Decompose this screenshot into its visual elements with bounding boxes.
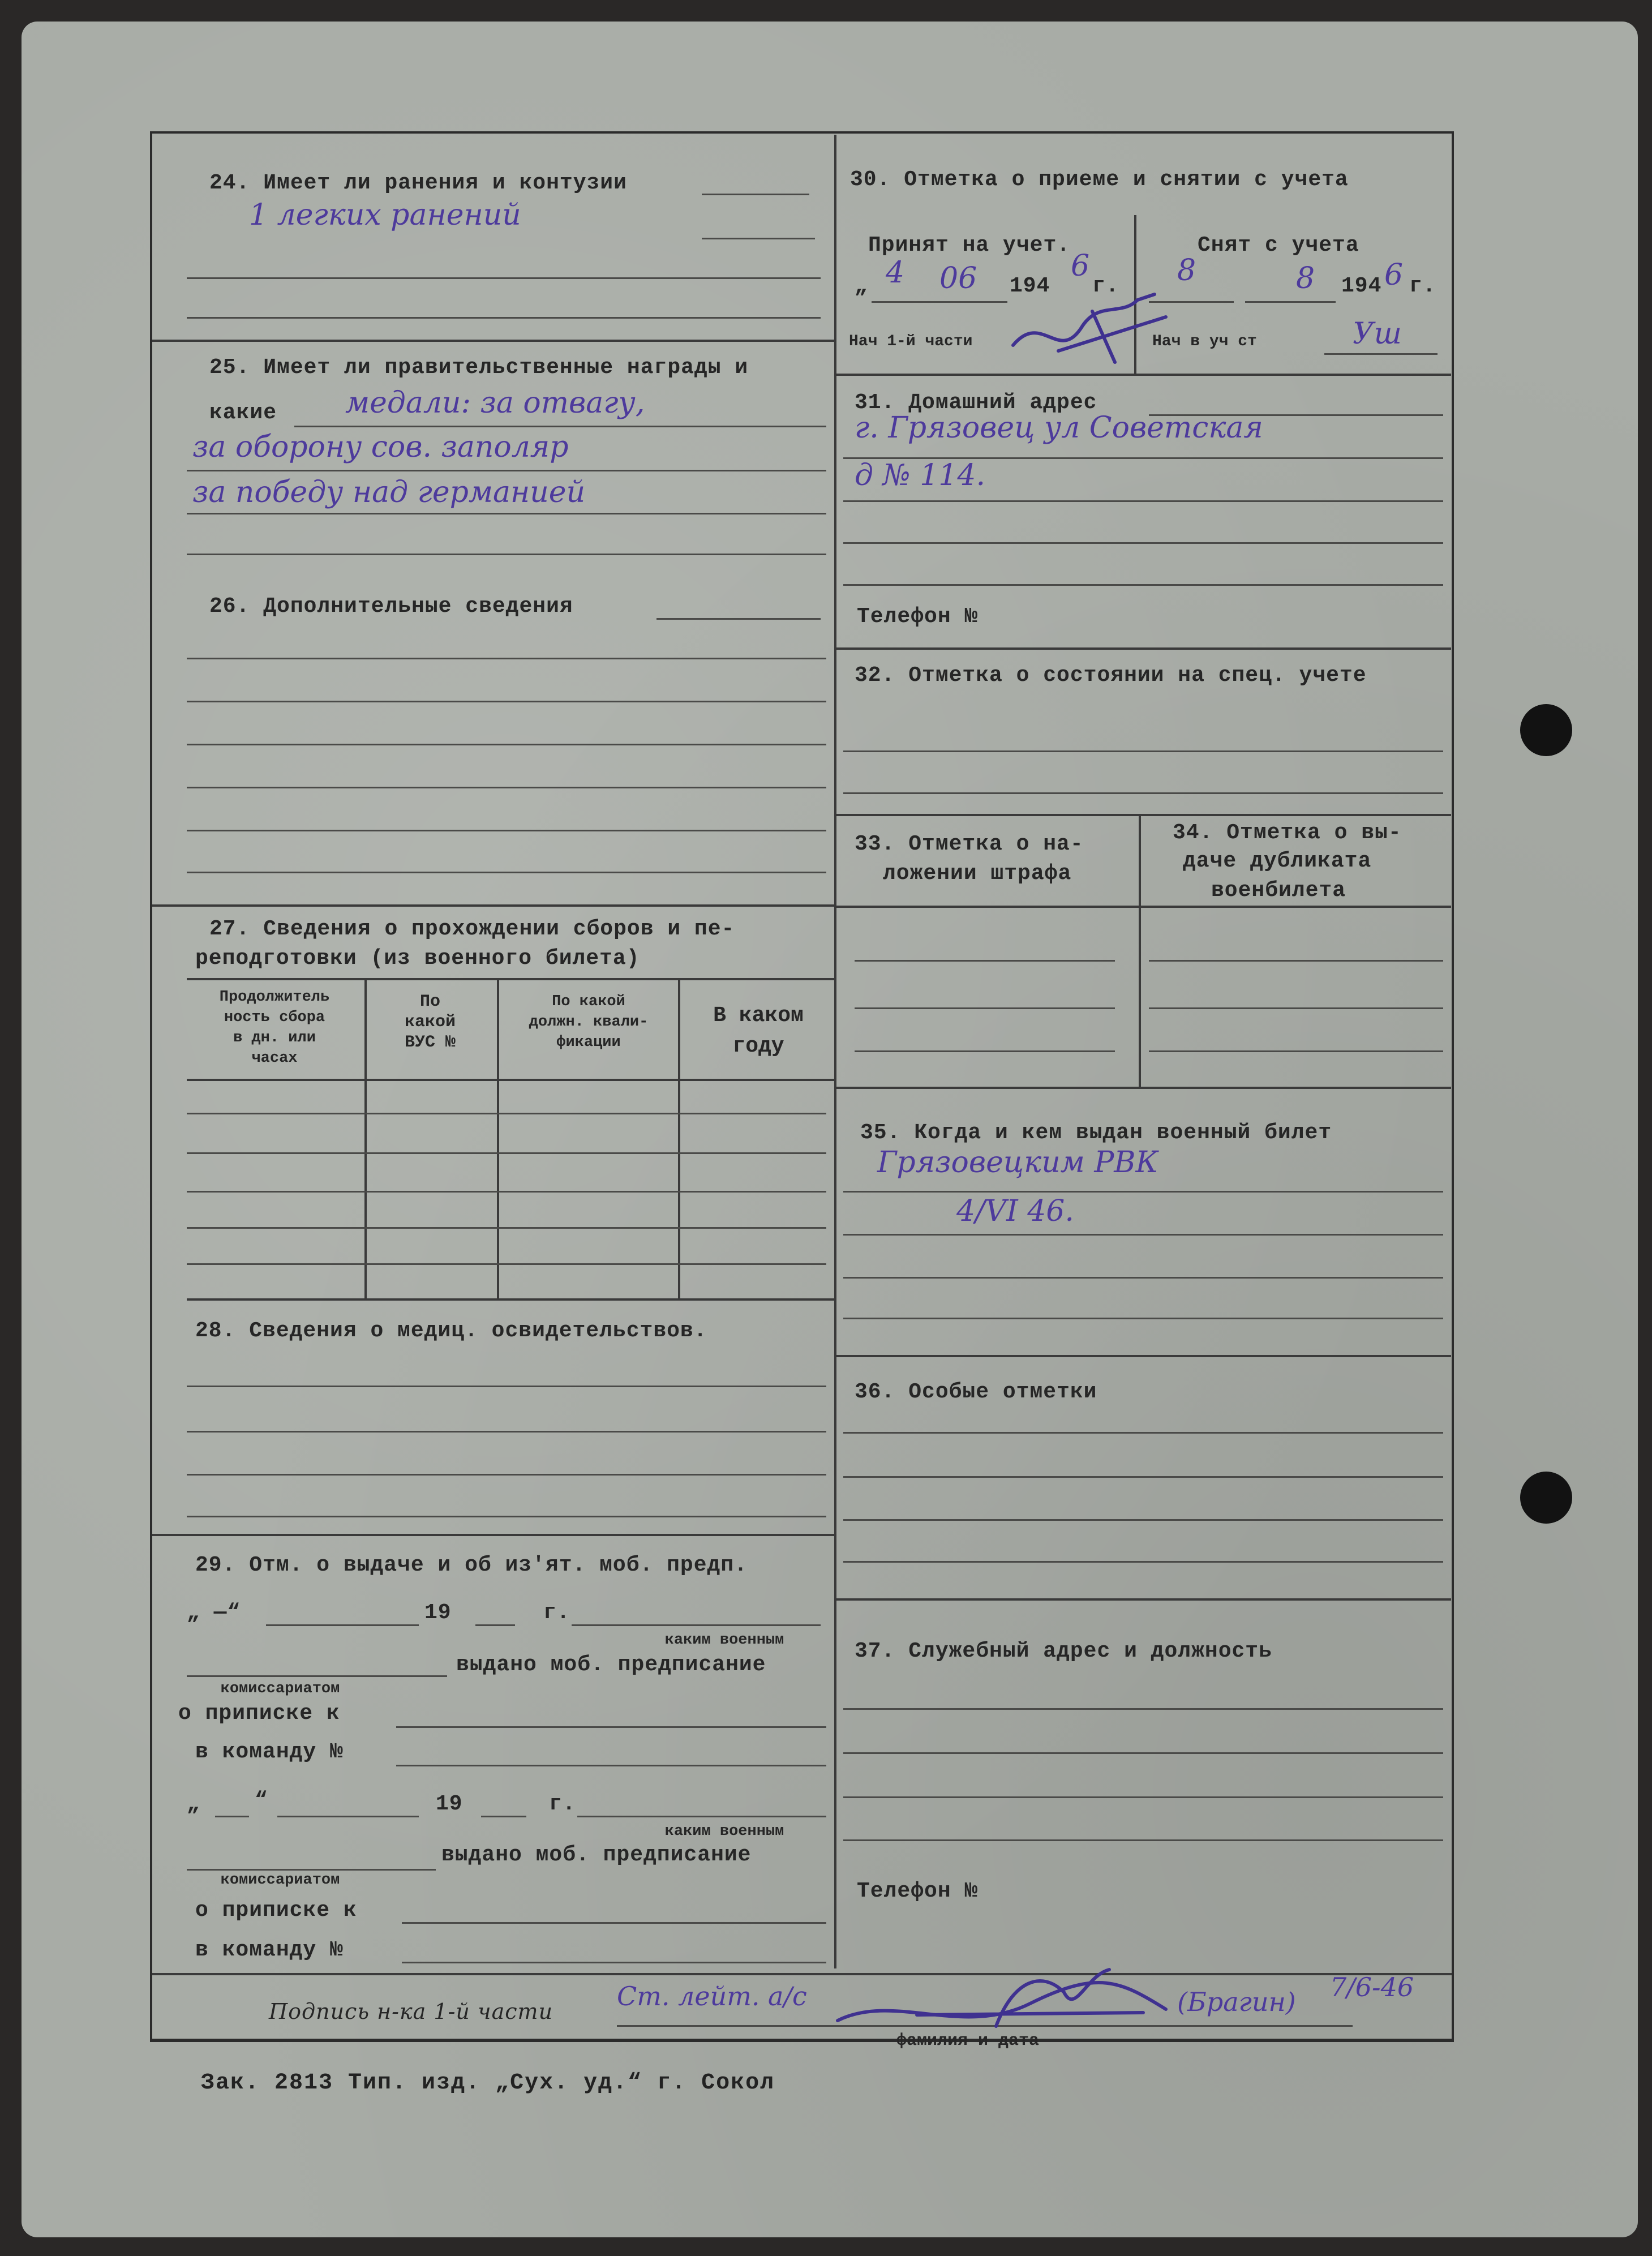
s30-rem-g: г. xyxy=(1409,274,1436,298)
s32-label: 32. Отметка о состоянии на спец. учете xyxy=(855,663,1367,688)
s29-year-prefix: 19 xyxy=(424,1601,452,1625)
s30-rem-month: 8 xyxy=(1296,261,1315,295)
s30-accepted: Принят на учет. xyxy=(868,233,1071,258)
s29-year-suffix: г. xyxy=(543,1601,570,1625)
s29-komissariatom: комиссариатом xyxy=(220,1680,340,1697)
s30-rem-day: 8 xyxy=(1177,254,1196,288)
s30-acc-day: 4 xyxy=(886,256,905,290)
s25-line1: медали: за отвагу, xyxy=(345,386,645,420)
s30-acc-open: „ xyxy=(855,274,868,298)
s29-komandu2: в команду № xyxy=(195,1938,344,1962)
s29-year2-prefix: 19 xyxy=(436,1792,463,1816)
s29-year2-suffix: г. xyxy=(549,1792,576,1816)
s30-removed: Снят с учета xyxy=(1198,233,1359,258)
s29-date-dash: „ —“ xyxy=(187,1601,241,1625)
s35-line1: Грязовецким РВК xyxy=(877,1146,1158,1180)
s30-signature-scribble xyxy=(1007,277,1177,368)
s30-head2-sig: Уш xyxy=(1353,317,1402,351)
s34-label-3: военбилета xyxy=(1211,878,1346,903)
s35-label: 35. Когда и кем выдан военный билет xyxy=(860,1121,1332,1145)
s29-date2-close: “ xyxy=(255,1788,268,1813)
signature-name: (Брагин) xyxy=(1177,1987,1296,2017)
s29-kakim: каким военным xyxy=(664,1632,784,1649)
signature-separator xyxy=(152,1973,1452,1975)
s30-label: 30. Отметка о приеме и снятии с учета xyxy=(850,168,1349,192)
s29-date2-open: „ xyxy=(187,1792,200,1816)
s34-label-2: даче дубликата xyxy=(1183,849,1372,873)
s25-label: 25. Имеет ли правительственные награды и xyxy=(209,355,749,380)
signature-label: Подпись н-ка 1-й части xyxy=(269,1999,553,2024)
printer-footer: Зак. 2813 Тип. изд. „Сух. уд.“ г. Сокол xyxy=(201,2070,775,2096)
s29-pripiske: о приписке к xyxy=(178,1701,340,1726)
signature-date: 7/6-46 xyxy=(1330,1972,1414,2002)
binder-hole-bottom xyxy=(1520,1472,1572,1524)
s29-komissariatom2: комиссариатом xyxy=(220,1872,340,1889)
s25-label-kakie: какие xyxy=(209,401,277,425)
s30-head1: Нач 1-й части xyxy=(849,333,973,350)
s29-label: 29. Отм. о выдаче и об из'ят. моб. предп. xyxy=(195,1553,748,1577)
signature-caption: фамилия и дата xyxy=(896,2031,1040,2051)
signature-scribble xyxy=(826,1958,1222,2043)
s31-line2: д № 114. xyxy=(855,458,986,492)
s33-label-2: ложении штрафа xyxy=(883,861,1072,886)
s33-label: 33. Отметка о на- xyxy=(855,832,1084,856)
s25-line2: за оборону сов. заполяр xyxy=(192,430,569,464)
s27-col-vus: По какой ВУС № xyxy=(404,992,456,1052)
s34-label: 34. Отметка о вы- xyxy=(1173,821,1402,845)
signature-rank: Ст. лейт. а/с xyxy=(617,1981,807,2011)
s30-rem-year-hw: 6 xyxy=(1384,258,1404,292)
s27-col-qualification: По какой должн. квали- фикации xyxy=(529,993,649,1051)
s31-line1: г. Грязовец ул Советская xyxy=(855,411,1263,445)
s26-label: 26. Дополнительные сведения xyxy=(209,594,573,619)
s27-col-year: В каком году xyxy=(713,1003,804,1058)
s28-label: 28. Сведения о медиц. освидетельствов. xyxy=(195,1319,707,1343)
s30-head2: Нач в уч ст xyxy=(1152,333,1257,350)
s27-label: 27. Сведения о прохождении сборов и пе- xyxy=(209,917,735,941)
s30-rem-year-prefix: 194 xyxy=(1341,274,1382,298)
s31-label: 31. Домашний адрес xyxy=(855,391,1097,415)
s30-acc-year-hw: 6 xyxy=(1071,249,1090,283)
s25-line3: за победу над германией xyxy=(192,475,586,509)
s30-acc-year-prefix: 194 xyxy=(1010,274,1050,298)
phone1-label: Телефон № xyxy=(857,604,979,629)
s29-komandu: в команду № xyxy=(195,1740,344,1764)
phone2-label: Телефон № xyxy=(857,1879,979,1903)
binder-hole-top xyxy=(1520,704,1572,756)
s27-label-2: реподготовки (из военного билета) xyxy=(195,946,640,971)
s35-line2: 4/VI 46. xyxy=(956,1194,1074,1228)
s24-label: 24. Имеет ли ранения и контузии xyxy=(209,171,627,195)
s29-vydano2: выдано моб. предписание xyxy=(441,1843,752,1867)
s36-label: 36. Особые отметки xyxy=(855,1380,1097,1404)
s30-acc-month: 06 xyxy=(939,261,977,295)
s29-pripiske2: о приписке к xyxy=(195,1898,357,1923)
s27-col-duration: Продолжитель ность сбора в дн. или часах xyxy=(219,989,330,1067)
s30-acc-g: г. xyxy=(1092,274,1119,298)
s29-kakim2: каким военным xyxy=(664,1823,784,1840)
s37-label: 37. Служебный адрес и должность xyxy=(855,1639,1272,1663)
s29-vydano: выдано моб. предписание xyxy=(456,1653,766,1677)
s24-value: 1 легких ранений xyxy=(249,198,521,232)
